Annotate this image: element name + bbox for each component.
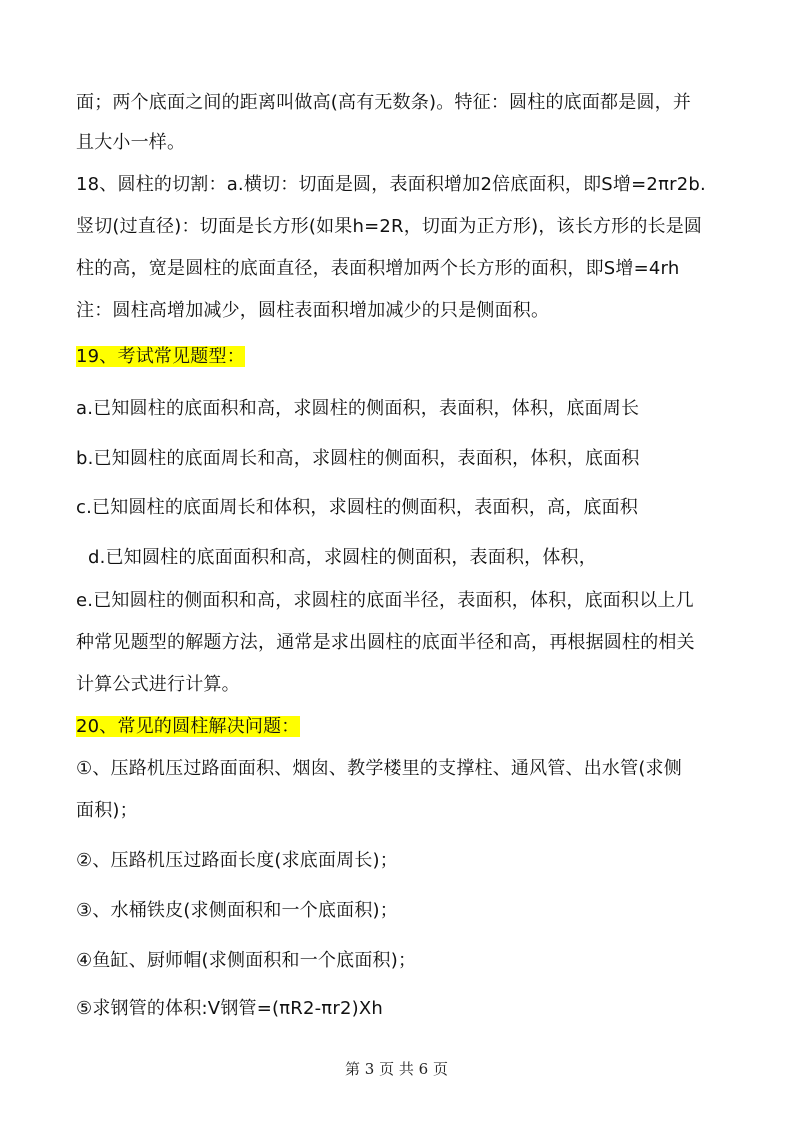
- paragraph-line: 种常见题型的解题方法，通常是求出圆柱的底面半径和高，再根据圆柱的相关: [76, 632, 695, 653]
- paragraph-line: 且大小一样。: [76, 132, 186, 153]
- page-footer: 第 3 页 共 6 页: [345, 1060, 448, 1078]
- paragraph-line: 注：圆柱高增加减少，圆柱表面积增加减少的只是侧面积。: [76, 300, 550, 321]
- question-type-b: b.已知圆柱的底面周长和高，求圆柱的侧面积，表面积，体积，底面积: [76, 448, 640, 469]
- problem-item-2: ②、压路机压过路面长度(求底面周长)；: [76, 850, 398, 871]
- question-type-c: c.已知圆柱的底面周长和体积，求圆柱的侧面积，表面积，高，底面积: [76, 497, 639, 518]
- question-type-a: a.已知圆柱的底面积和高，求圆柱的侧面积，表面积，体积，底面周长: [76, 398, 640, 419]
- paragraph-line: 面积)；: [76, 800, 138, 821]
- paragraph-line: 柱的高，宽是圆柱的底面直径，表面积增加两个长方形的面积，即S增=4rh: [76, 258, 680, 279]
- problem-item-1: ①、压路机压过路面面积、烟囱、教学楼里的支撑柱、通风管、出水管(求侧: [76, 758, 682, 779]
- paragraph-line: 竖切(过直径)：切面是长方形(如果h=2R，切面为正方形)，该长方形的长是圆: [76, 216, 703, 237]
- section-heading-20: [76, 714, 300, 740]
- problem-item-5: ⑤求钢管的体积:V钢管=(πR2-πr2)Xh: [76, 998, 383, 1019]
- highlighted-heading: 20、常见的圆柱解决问题：: [76, 716, 300, 737]
- question-type-e: e.已知圆柱的侧面积和高，求圆柱的底面半径，表面积，体积，底面积以上几: [76, 590, 694, 611]
- paragraph-line: 18、圆柱的切割：a.横切：切面是圆，表面积增加2倍底面积，即S增=2πr2b.: [76, 174, 706, 195]
- section-heading-19: [76, 344, 245, 370]
- highlighted-heading: 19、考试常见题型：: [76, 346, 245, 367]
- paragraph-line: 面；两个底面之间的距离叫做高(高有无数条)。特征：圆柱的底面都是圆，并: [76, 92, 692, 113]
- problem-item-4: ④鱼缸、厨师帽(求侧面积和一个底面积)；: [76, 950, 417, 971]
- paragraph-line: 计算公式进行计算。: [76, 674, 240, 695]
- problem-item-3: ③、水桶铁皮(求侧面积和一个底面积)；: [76, 900, 398, 921]
- question-type-d: d.已知圆柱的底面面积和高，求圆柱的侧面积，表面积，体积，: [88, 547, 597, 568]
